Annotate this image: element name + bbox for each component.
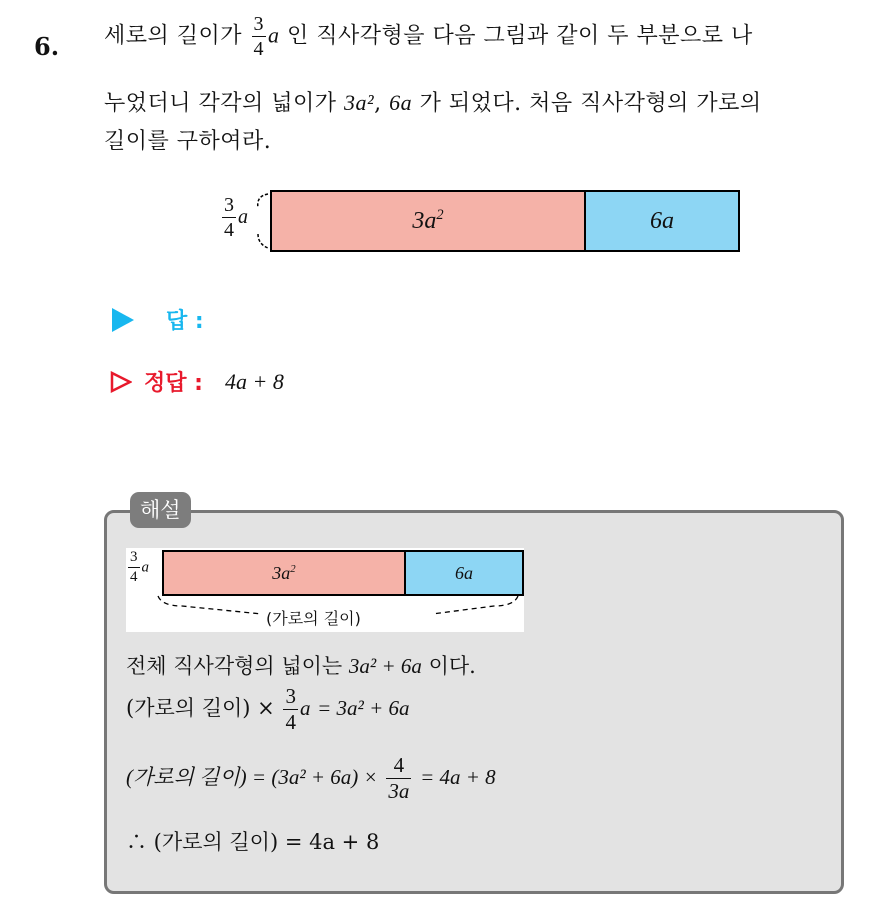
play-filled-icon	[112, 308, 134, 332]
question-text: 가 되었다. 처음 직사각형의 가로의	[419, 91, 762, 116]
correct-answer-row	[110, 366, 284, 397]
question-text: 인 직사각형을 다음 그림과 같이 두 부분으로 나	[287, 23, 753, 49]
solution-height-label: $\frac{3}{4}$ a	[130, 549, 149, 585]
area-1: 3a²	[344, 90, 375, 115]
question-number: 6.	[34, 32, 60, 61]
correct-answer-value: 4a + 8	[224, 368, 284, 394]
solution-rect-right: 6a	[406, 552, 522, 594]
area-2: 6a	[389, 90, 413, 115]
fraction-denominator: 4	[253, 38, 265, 60]
answer-row	[112, 304, 204, 335]
solution-rectangle	[162, 550, 524, 596]
figure-height-label: $\frac{3}{4}$ a	[224, 194, 248, 241]
answer-label: 답 :	[166, 309, 204, 334]
rectangle-figure	[270, 190, 740, 252]
question-line-1	[104, 14, 753, 59]
solution-line-1: 전체 직사각형의 넓이는 3a² + 6a 이다.	[126, 654, 476, 678]
fraction-numerator: 3	[253, 13, 265, 35]
solution-line-3: (가로의 길이) = (3a² + 6a) × $\frac{4}{3a}$ = 4a + 8	[126, 753, 496, 803]
solution-line-2: (가로의 길이) × $\frac{3}{4}$ a = 3a² + 6a	[126, 684, 410, 734]
rect-part-right: 6a	[586, 192, 738, 250]
solution-rect-left: $3a^2$	[164, 552, 406, 594]
question-text: 누었더니 각각의 넓이가	[104, 91, 337, 116]
solution-tag: 해설	[130, 492, 191, 528]
solution-line-4: ∴ (가로의 길이) = 4a + 8	[126, 830, 380, 854]
question-line-3: 길이를 구하여라.	[104, 129, 272, 154]
question-text: 세로의 길이가	[104, 23, 243, 49]
height-fraction	[252, 14, 267, 59]
variable: a	[268, 22, 280, 48]
correct-answer-label: 정답 :	[144, 371, 203, 396]
rect-part-left: $3a^2$	[272, 192, 586, 250]
solution-figure	[126, 548, 524, 632]
play-outline-icon	[110, 371, 132, 393]
question-line-2: 누었더니 각각의 넓이가 3a², 6a 가 되었다. 처음 직사각형의 가로의	[104, 90, 762, 116]
width-label: (가로의 길이)	[266, 609, 361, 628]
